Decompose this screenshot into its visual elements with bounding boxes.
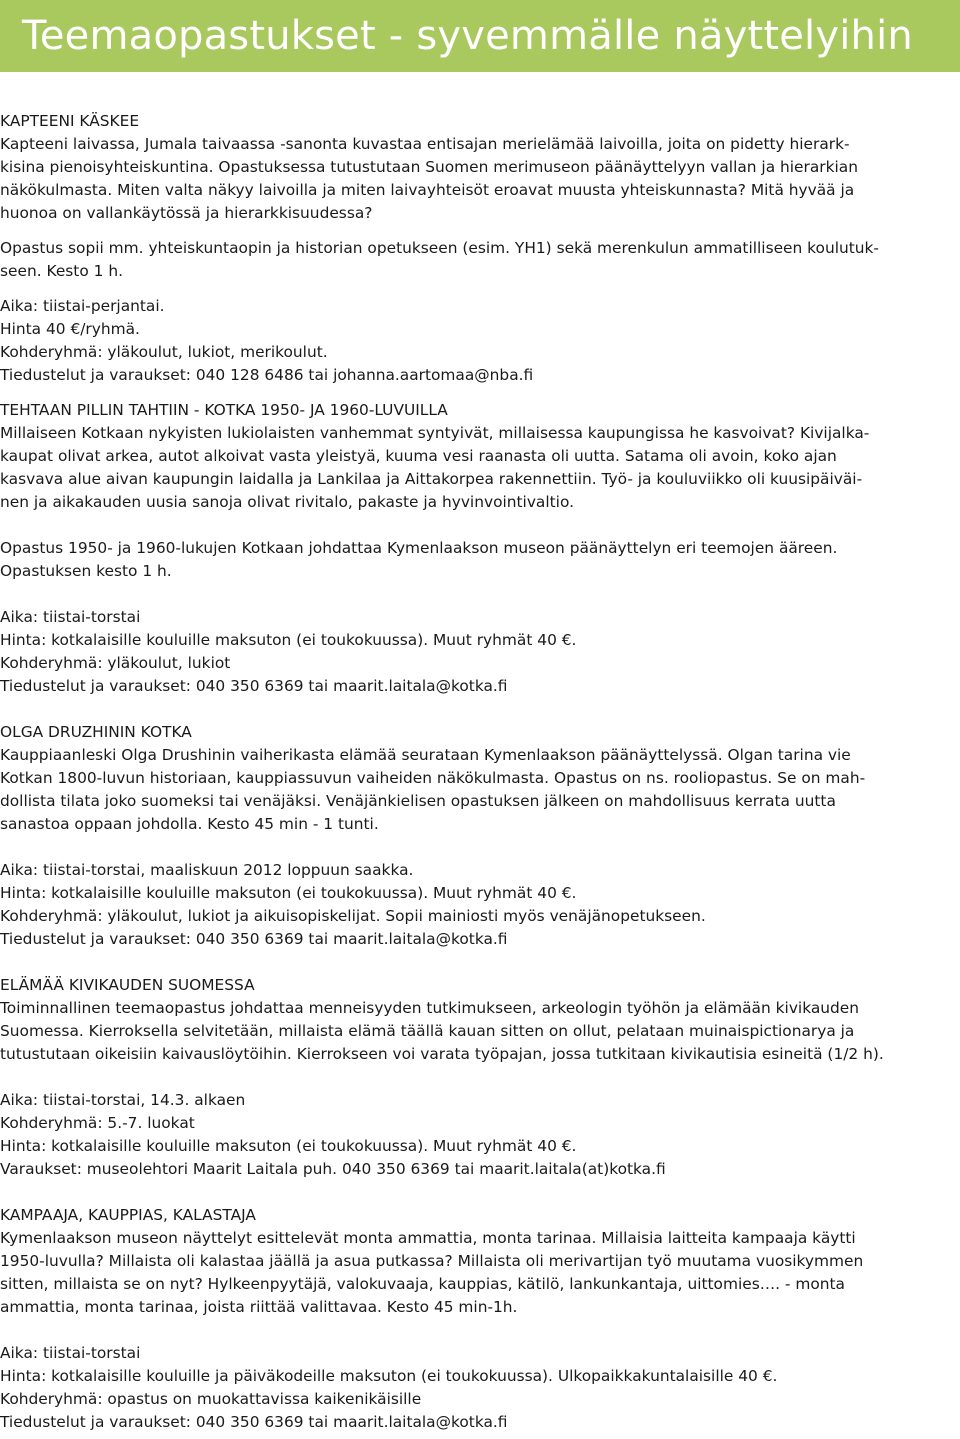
detail-price: Hinta 40 €/ryhmä. xyxy=(0,320,140,338)
detail-contact: Tiedustelut ja varaukset: 040 350 6369 tai maarit.laitala@kotka.fi xyxy=(0,930,508,948)
detail-price: Hinta: kotkalaisille kouluille maksuton (ei toukokuussa). Muut ryhmät 40 €. xyxy=(0,631,577,649)
document-body xyxy=(0,110,958,1434)
detail-audience: Kohderyhmä: 5.-7. luokat xyxy=(0,1114,195,1132)
title-banner xyxy=(0,0,960,72)
section-paragraph: Toiminnallinen teemaopastus johdattaa menneisyyden tutkimukseen, arkeologin työhön ja elämään kivikauden Suomessa. Kierroksella selvitetään, millaista elämä täällä kauan sitten on ollut, pelataan muinaispictionarya ja tutustutaan oikeisiin kaivauslöytöihin. Kierrokseen voi varata työpajan, jossa tutkitaan kivikautisia esineitä (1/2 h). xyxy=(0,999,884,1063)
detail-audience: Kohderyhmä: yläkoulut, lukiot ja aikuisopiskelijat. Sopii mainiosti myös venäjänopetukseen. xyxy=(0,907,706,925)
section-heading: KAPTEENI KÄSKEE xyxy=(0,112,140,130)
section-paragraph: Opastus 1950- ja 1960-lukujen Kotkaan johdattaa Kymenlaakson museon päänäyttelyn eri teemojen ääreen. Opastuksen kesto 1 h. xyxy=(0,539,838,580)
section-paragraph: Kymenlaakson museon näyttelyt esittelevät monta ammattia, monta tarinaa. Millaisia laitteita kampaaja käytti 1950-luvulla? Millaista oli kalastaa jäällä ja asua putkassa? Millaista oli merivartijan työ muutama vuosikymmen sitten, millaista se on nyt? Hylkeenpyytäjä, valokuvaaja, kauppias, kätilö, lankunkantaja, uittomies…. - monta ammattia, monta tarinaa, joista riittää valittavaa. Kesto 45 min-1h. xyxy=(0,1229,864,1316)
detail-price: Hinta: kotkalaisille kouluille maksuton (ei toukokuussa). Muut ryhmät 40 €. xyxy=(0,884,577,902)
detail-audience: Kohderyhmä: yläkoulut, lukiot xyxy=(0,654,231,672)
detail-time: Aika: tiistai-torstai xyxy=(0,1344,141,1362)
section-heading: KAMPAAJA, KAUPPIAS, KALASTAJA xyxy=(0,1206,256,1224)
detail-price: Hinta: kotkalaisille kouluille ja päiväkodeille maksuton (ei toukokuussa). Ulkopaikkakuntalaisille 40 €. xyxy=(0,1367,778,1385)
detail-contact: Varaukset: museolehtori Maarit Laitala puh. 040 350 6369 tai maarit.laitala(at)kotka.fi xyxy=(0,1160,666,1178)
section-kampaaja-kauppias-kalastaja xyxy=(0,1204,958,1434)
detail-contact: Tiedustelut ja varaukset: 040 350 6369 tai maarit.laitala@kotka.fi xyxy=(0,1413,508,1431)
detail-audience: Kohderyhmä: opastus on muokattavissa kaikenikäisille xyxy=(0,1390,422,1408)
page-title: Teemaopastukset - syvemmälle näyttelyihin xyxy=(22,13,913,59)
section-heading: TEHTAAN PILLIN TAHTIIN - KOTKA 1950- JA 1960-LUVUILLA xyxy=(0,401,448,419)
detail-time: Aika: tiistai-perjantai. xyxy=(0,297,165,315)
section-paragraph: Kauppiaanleski Olga Drushinin vaiherikasta elämää seurataan Kymenlaakson päänäyttelyssä. Olgan tarina vie Kotkan 1800-luvun historiaan, kauppiassuvun vaiheiden näkökulmasta. Opastus on ns. rooliopastus. Se on mah- dollista tilata joko suomeksi tai venäjäksi. Venäjänkielisen opastuksen jälkeen on mahdollisuus kerrata uutta sanastoa oppaan johdolla. Kesto 45 min - 1 tunti. xyxy=(0,746,866,833)
detail-audience: Kohderyhmä: yläkoulut, lukiot, merikoulut. xyxy=(0,343,328,361)
detail-time: Aika: tiistai-torstai, maaliskuun 2012 loppuun saakka. xyxy=(0,861,414,879)
section-heading: OLGA DRUZHININ KOTKA xyxy=(0,723,192,741)
detail-contact: Tiedustelut ja varaukset: 040 128 6486 tai johanna.aartomaa@nba.fi xyxy=(0,366,534,384)
detail-time: Aika: tiistai-torstai xyxy=(0,608,141,626)
section-kapteeni-kaskee xyxy=(0,110,958,387)
section-paragraph: Opastus sopii mm. yhteiskuntaopin ja historian opetukseen (esim. YH1) sekä merenkulun ammatilliseen koulutuk- seen. Kesto 1 h. xyxy=(0,239,879,280)
section-elamaa-kivikauden-suomessa xyxy=(0,974,958,1181)
detail-time: Aika: tiistai-torstai, 14.3. alkaen xyxy=(0,1091,246,1109)
section-heading: ELÄMÄÄ KIVIKAUDEN SUOMESSA xyxy=(0,976,255,994)
section-paragraph: Millaiseen Kotkaan nykyisten lukiolaisten vanhemmat syntyivät, millaisessa kaupungissa he kasvoivat? Kivijalka- kaupat olivat arkea, autot alkoivat vasta yleistyä, kuuma vesi raanasta oli uutta. Satama oli avoin, koko ajan kasvava alue aivan kaupungin laidalla ja Lankilaa ja Aittakorpea rakennettiin. Työ- ja kouluviikko oli kuusipäiväi- nen ja aikakauden uusia sanoja olivat rivitalo, pakaste ja hyvinvointivaltio. xyxy=(0,424,870,511)
section-paragraph: Kapteeni laivassa, Jumala taivaassa -sanonta kuvastaa entisajan merielämää laivoilla, joita on pidetty hierark- kisina pienoisyhteiskuntina. Opastuksessa tutustutaan Suomen merimuseon päänäyttelyyn vallan ja hierarkian näkökulmasta. Miten valta näkyy laivoilla ja miten laivayhteisöt eroavat muusta yhteiskunnasta? Mitä hyvää ja huonoa on vallankäytössä ja hierarkkisuudessa? xyxy=(0,135,858,222)
detail-price: Hinta: kotkalaisille kouluille maksuton (ei toukokuussa). Muut ryhmät 40 €. xyxy=(0,1137,577,1155)
detail-contact: Tiedustelut ja varaukset: 040 350 6369 tai maarit.laitala@kotka.fi xyxy=(0,677,508,695)
section-olga-druzhinin-kotka xyxy=(0,721,958,951)
section-tehtaan-pillin-tahtiin xyxy=(0,399,958,698)
